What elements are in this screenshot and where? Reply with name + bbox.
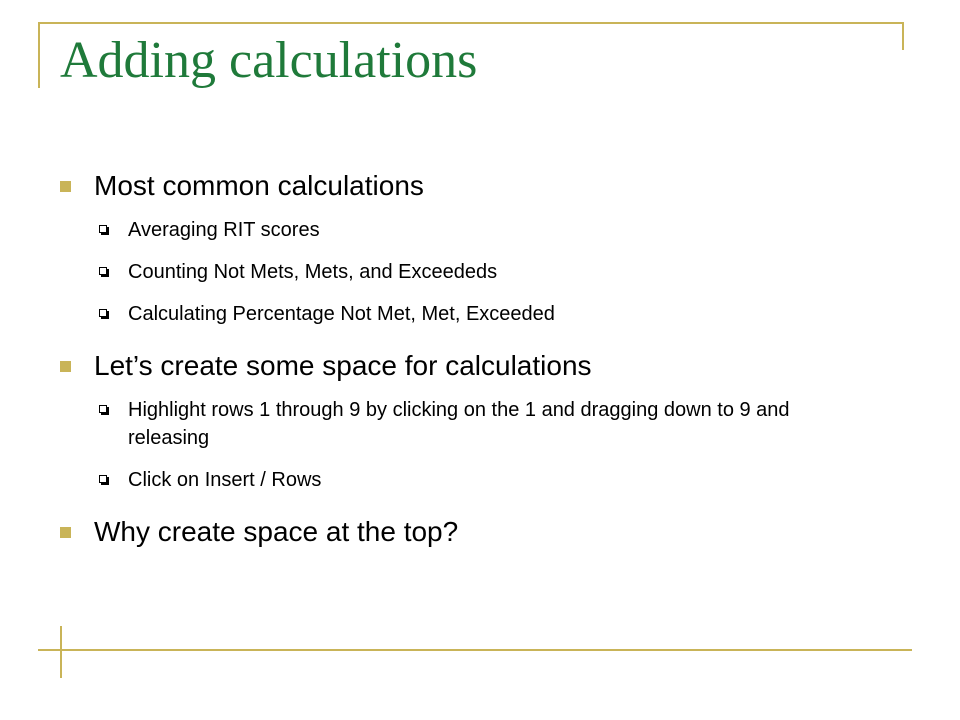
- bullet-text: Why create space at the top?: [94, 516, 459, 547]
- bullet-text: Most common calculations: [94, 170, 424, 201]
- slide-content: [60, 168, 850, 562]
- sub-bullet-calculating-percentage: [60, 300, 850, 328]
- hollow-square-bullet-icon: [99, 475, 107, 483]
- sub-bullet-text: Click on Insert / Rows: [128, 469, 322, 491]
- hollow-square-bullet-icon: [99, 405, 107, 413]
- bottom-frame-tick: [60, 626, 62, 678]
- bullet-create-space: [60, 348, 850, 384]
- square-bullet-icon: [60, 181, 71, 192]
- square-bullet-icon: [60, 361, 71, 372]
- bullet-why-create-space: [60, 514, 850, 550]
- bullet-text: Let’s create some space for calculations: [94, 350, 592, 381]
- sub-bullet-averaging: [60, 216, 850, 244]
- sub-bullet-highlight-rows: [60, 396, 850, 452]
- hollow-square-bullet-icon: [99, 267, 107, 275]
- sub-bullet-text: Calculating Percentage Not Met, Met, Exceeded: [128, 303, 555, 325]
- sub-bullet-text: Counting Not Mets, Mets, and Exceededs: [128, 261, 498, 283]
- top-frame-line: [38, 22, 904, 24]
- slide-title: Adding calculations: [60, 32, 478, 89]
- bottom-frame-line: [38, 649, 912, 651]
- square-bullet-icon: [60, 527, 71, 538]
- hollow-square-bullet-icon: [99, 225, 107, 233]
- sub-bullet-counting: [60, 258, 850, 286]
- left-frame-line: [38, 22, 40, 88]
- sub-bullet-insert-rows: [60, 466, 850, 494]
- sub-bullet-text: Averaging RIT scores: [128, 219, 320, 241]
- sub-bullet-text: Highlight rows 1 through 9 by clicking on the 1 and dragging down to 9 and releasing: [128, 399, 790, 449]
- hollow-square-bullet-icon: [99, 309, 107, 317]
- right-frame-line: [902, 22, 904, 50]
- bullet-most-common-calculations: [60, 168, 850, 204]
